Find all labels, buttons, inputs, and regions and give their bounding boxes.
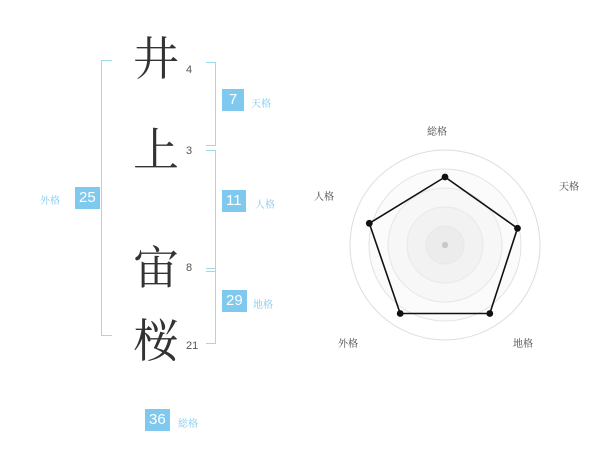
score-outer-value: 25 — [75, 187, 100, 209]
outer-bracket — [101, 60, 112, 336]
radar-axis-label-tenkaku: 天格 — [559, 182, 579, 193]
radar-chart — [300, 90, 600, 390]
radar-axis-label-jinkaku: 人格 — [314, 192, 334, 203]
stroke-count-1: 4 — [186, 64, 193, 76]
score-chikaku-label: 地格 — [253, 300, 273, 311]
score-soukaku-label: 総格 — [178, 419, 198, 430]
score-tenkaku-label: 天格 — [251, 99, 271, 110]
kanji-char-1: 井 — [133, 32, 179, 86]
radar-axis-label-chikaku: 地格 — [513, 339, 533, 350]
chikaku-bracket — [206, 268, 216, 344]
stroke-count-4: 21 — [186, 340, 199, 352]
score-jinkaku-value: 11 — [222, 190, 246, 212]
kanji-char-3: 宙 — [133, 241, 179, 295]
tenkaku-bracket — [206, 62, 216, 146]
kanji-char-4: 桜 — [133, 314, 179, 368]
score-chikaku-value: 29 — [222, 290, 247, 312]
score-outer-label: 外格 — [40, 196, 60, 207]
radar-axis-label-soukaku: 総格 — [427, 127, 447, 138]
score-tenkaku-value: 7 — [222, 89, 244, 111]
stroke-count-3: 8 — [186, 262, 193, 274]
score-jinkaku-label: 人格 — [255, 200, 275, 211]
score-soukaku-value: 36 — [145, 409, 170, 431]
jinkaku-bracket — [206, 150, 216, 272]
stroke-count-2: 3 — [186, 145, 193, 157]
kanji-char-2: 上 — [133, 123, 179, 177]
radar-axis-label-gaikaku: 外格 — [338, 339, 358, 350]
